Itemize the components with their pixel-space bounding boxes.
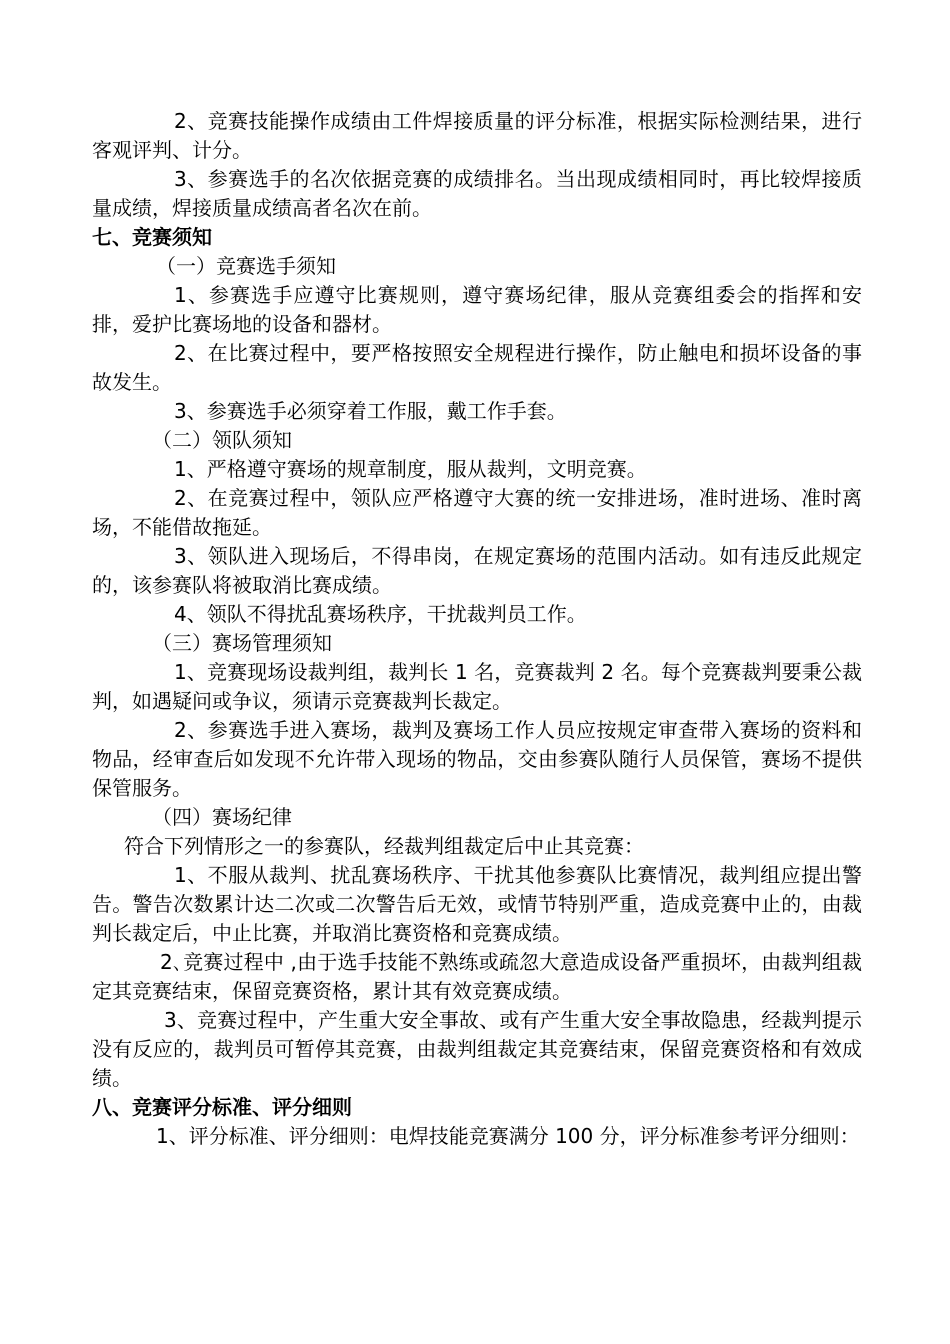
section-heading: 七、竞赛须知 [92, 225, 212, 249]
paragraph: 3、参赛选手必须穿着工作服，戴工作手套。 [174, 399, 567, 423]
paragraph: 1、严格遵守赛场的规章制度，服从裁判，文明竞赛。 [174, 457, 647, 481]
paragraph: 2、参赛选手进入赛场，裁判及赛场工作人员应按规定审查带入赛场的资料和物品，经审查后如发现不允许带入现场的物品，交由参赛队随行人员保管，赛场不提供保管服务。 [92, 718, 862, 800]
paragraph: 1、不服从裁判、扰乱赛场秩序、干扰其他参赛队比赛情况，裁判组应提出警告。警告次数累计达二次或二次警告后无效，或情节特别严重，造成竞赛中止的，由裁判长裁定后，中止比赛，并取消比赛资格和竞赛成绩。 [92, 863, 862, 945]
paragraph: 2、竞赛技能操作成绩由工件焊接质量的评分标准，根据实际检测结果，进行客观评判、计分。 [92, 109, 862, 162]
section-heading: 八、竞赛评分标准、评分细则 [92, 1095, 352, 1119]
paragraph: 1、参赛选手应遵守比赛规则，遵守赛场纪律，服从竞赛组委会的指挥和安排，爱护比赛场地的设备和器材。 [92, 283, 862, 336]
paragraph: 3、领队进入现场后，不得串岗，在规定赛场的范围内活动。如有违反此规定的，该参赛队将被取消比赛成绩。 [92, 544, 862, 597]
document-body [92, 107, 862, 1151]
paragraph: 1、评分标准、评分细则：电焊技能竞赛满分 100 分，评分标准参考评分细则： [156, 1124, 860, 1148]
paragraph: 3、竞赛过程中，产生重大安全事故、或有产生重大安全事故隐患，经裁判提示没有反应的，裁判员可暂停其竞赛，由裁判组裁定其竞赛结束，保留竞赛资格和有效成绩。 [92, 1008, 862, 1090]
paragraph: 符合下列情形之一的参赛队，经裁判组裁定后中止其竞赛： [124, 834, 644, 858]
paragraph: 2､竞赛过程中 ,由于选手技能不熟练或疏忽大意造成设备严重损坏，由裁判组裁定其竞赛结束，保留竞赛资格，累计其有效竞赛成绩。 [92, 950, 862, 1003]
subsection-heading: （三）赛场管理须知 [152, 631, 332, 655]
subsection-heading: （四）赛场纪律 [152, 805, 292, 829]
paragraph: 4、领队不得扰乱赛场秩序，干扰裁判员工作。 [174, 602, 587, 626]
paragraph: 2、在比赛过程中，要严格按照安全规程进行操作，防止触电和损坏设备的事故发生。 [92, 341, 862, 394]
paragraph: 3、参赛选手的名次依据竞赛的成绩排名。当出现成绩相同时，再比较焊接质量成绩，焊接质量成绩高者名次在前。 [92, 167, 862, 220]
subsection-heading: （二）领队须知 [152, 428, 292, 452]
subsection-heading: （一）竞赛选手须知 [156, 254, 336, 278]
paragraph: 1、竞赛现场设裁判组，裁判长 1 名，竞赛裁判 2 名。每个竞赛裁判要秉公裁判，如遇疑问或争议，须请示竞赛裁判长裁定。 [92, 660, 862, 713]
paragraph: 2、在竞赛过程中，领队应严格遵守大赛的统一安排进场，准时进场、准时离场，不能借故拖延。 [92, 486, 862, 539]
